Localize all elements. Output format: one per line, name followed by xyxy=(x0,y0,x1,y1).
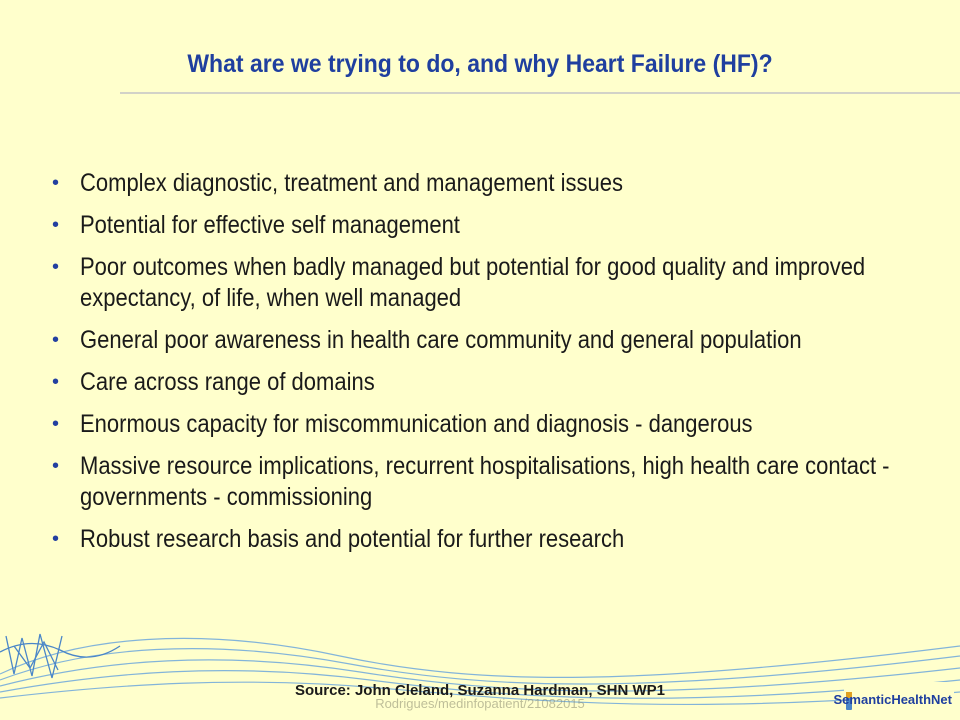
watermark-text: Rodrigues/medinfopatient/21082015 xyxy=(375,696,585,711)
list-item xyxy=(52,210,932,241)
list-item xyxy=(52,325,932,356)
bullet-icon: • xyxy=(52,329,60,351)
logo-label: SemanticHealthNet xyxy=(833,692,952,707)
source-citation: Source: John Cleland, Suzanna Hardman, SHN WP1 xyxy=(294,682,666,699)
bullet-text: General poor awareness in health care community and general population xyxy=(80,326,802,354)
bullet-icon: • xyxy=(52,413,60,435)
list-item xyxy=(52,168,932,199)
bullet-text: Robust research basis and potential for further research xyxy=(80,525,625,553)
list-item xyxy=(52,524,932,555)
bullet-icon: • xyxy=(52,214,60,236)
bullet-icon: • xyxy=(52,371,60,393)
list-item xyxy=(52,451,932,513)
bullet-icon: • xyxy=(52,528,60,550)
bullet-text: Poor outcomes when badly managed but potential for good quality and improved expectancy, of life, when well managed xyxy=(80,253,866,312)
bullet-text: Potential for effective self management xyxy=(80,211,460,239)
list-item xyxy=(52,367,932,398)
title-divider xyxy=(120,92,960,94)
bullet-icon: • xyxy=(52,455,60,477)
list-item xyxy=(52,252,932,314)
bullet-icon: • xyxy=(52,172,60,194)
slide-title: What are we trying to do, and why Heart Failure (HF)? xyxy=(187,50,773,78)
bullet-icon: • xyxy=(52,256,60,278)
bullet-text: Complex diagnostic, treatment and management issues xyxy=(80,169,623,197)
title-bar xyxy=(0,0,960,92)
bullet-text: Care across range of domains xyxy=(80,368,375,396)
bullet-text: Enormous capacity for miscommunication and diagnosis - dangerous xyxy=(80,410,753,438)
list-item xyxy=(52,409,932,440)
bullet-text: Massive resource implications, recurrent hospitalisations, high health care contact - governments - commissioning xyxy=(80,452,890,511)
bullet-list xyxy=(52,168,932,566)
